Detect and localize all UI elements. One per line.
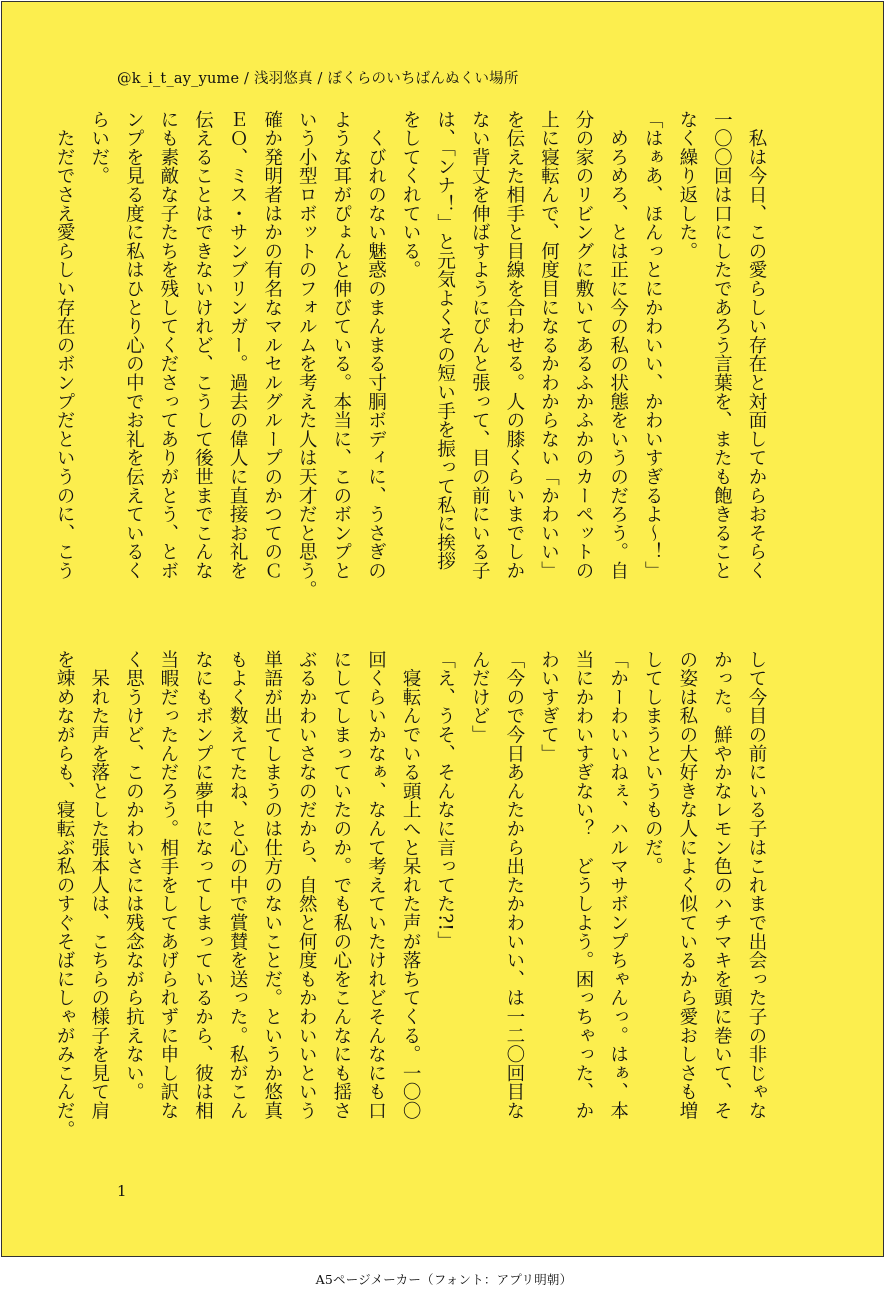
book-page [1,1,884,1257]
page-header: @k_i_t_ay_yume / 浅羽悠真 / ぼくらのいちばんぬくい場所 [117,71,519,87]
text-line: にも素敵な子たちを残してくださってありがとう、とボ [157,110,179,580]
text-line: 確か発明者はかの有名なマルセルグループのかつてのＣ [261,110,283,580]
text-line: を伝えた相手と目線を合わせる。人の膝くらいまでしか [503,110,525,580]
text-line: んだけど」 [469,650,491,744]
text-line: 単語が出てしまうのは仕方のないことだ。というか悠真 [261,650,283,1120]
text-line: にしてしまっていたのか。でも私の心をこんなにも揺さ [330,650,352,1120]
text-line: もよく数えてたね、と心の中で賞賛を送った。私がこん [227,650,249,1120]
text-line: をしてくれている。 [400,110,422,280]
text-line: 伝えることはできないけれど、こうして後世までこんな [192,110,214,580]
text-line: めろめろ、とは正に今の私の状態をいうのだろう。自 [607,110,629,580]
text-line: 分の家のリビングに敷いてあるふかふかのカーペットの [573,110,595,580]
page-number: 1 [117,1182,127,1200]
text-line: かった。鮮やかなレモン色のハチマキを頭に巻いて、そ [711,650,733,1120]
text-line: ンプを見る度に私はひとり心の中でお礼を伝えているく [123,110,145,580]
text-line: なにもボンプに夢中になってしまっているから、彼は相 [192,650,214,1120]
text-line: ない背丈を伸ばすようにぴんと張って、目の前にいる子 [469,110,491,580]
text-line: ような耳がぴょんと伸びている。本当に、このボンプと [330,110,352,580]
text-line: 当にかわいすぎない？ どうしよう。困っちゃった、か [573,650,595,1120]
footer-credit: A5ページメーカー（フォント：アプリ明朝） [315,1272,573,1287]
text-line: ぶるかわいさなのだから、自然と何度もかわいいという [296,650,318,1120]
text-line: 回くらいかなぁ、なんて考えていたけれどそんなにも口 [365,650,387,1120]
text-line: 「かーわいいねぇ、ハルマサボンプちゃんっ。はぁ、本 [607,650,629,1120]
text-line: 「今ので今日あんたから出たかわいい、は一二〇回目な [503,650,525,1120]
text-block-upper [47,110,773,610]
text-line: ＥＯ、ミス・サンブリンガー。過去の偉人に直接お礼を [227,110,249,580]
text-line: らいだ。 [88,110,110,186]
text-line: 私は今日、この愛らしい存在と対面してからおそらく [746,110,767,580]
text-line: してしまうというものだ。 [642,650,664,876]
text-line: は、「ンナ！」と元気よくその短い手を振って私に挨拶 [434,110,456,571]
text-line: を竦めながらも、寝転ぶ私のすぐそばにしゃがみこんだ。 [54,650,76,1139]
text-line: して今目の前にいる子はこれまで出会った子の非じゃな [746,650,767,1120]
text-line: くびれのない魅惑のまんまる寸胴ボディに、うさぎの [365,110,387,580]
text-line: なく繰り返した。 [676,110,698,261]
text-line: 「え、うそ、そんなに言ってた?!」 [434,650,456,950]
text-line: ただでさえ愛らしい存在のボンプだというのに、こう [54,110,76,580]
text-line: 当暇だったんだろう。相手をしてあげられずに申し訳な [157,650,179,1120]
text-line: いう小型ロボットのフォルムを考えた人は天才だと思う。 [296,110,318,599]
text-block-lower [47,650,773,1150]
text-line: く思うけど、このかわいさには残念ながら抗えない。 [123,650,145,1102]
text-line: 寝転んでいる頭上へと呆れた声が落ちてくる。一〇〇 [400,650,422,1120]
text-line: 「はぁあ、ほんっとにかわいい、かわいすぎるよ～！」 [642,110,664,580]
text-line: 一〇〇回は口にしたであろう言葉を、またも飽きること [711,110,733,580]
text-line: わいすぎて」 [538,650,560,763]
text-line: 上に寝転んで、何度目になるかわからない「かわいい」 [538,110,560,580]
text-line: 呆れた声を落とした張本人は、こちらの様子を見て肩 [88,650,110,1120]
text-line: の姿は私の大好きな人によく似ているから愛おしさも増 [676,650,698,1120]
